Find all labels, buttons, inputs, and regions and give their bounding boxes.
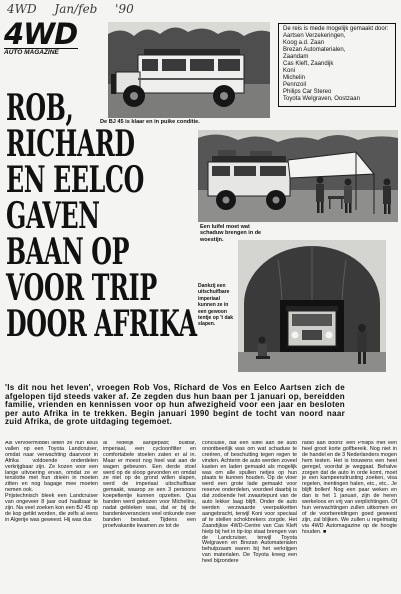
article-paragraph: radio aan boord: een Philips met een heel groot korte golfbereik. Nog niet in de handel en de 3 Nederlanders mogen hem testen. Het is trouwens een heel geregel, voordat je weggaat. Behalve zorgen dat de auto in orde komt, moet je een kampeeruitrusting zoeken, visa regelen, inentingen halen, etc., etc.. Je blijft bollen! Nog een paar weken en dan is het 1 januari, zijn de heren werkeloos en vrij van verplichtingen. Of hun verwachtingen zullen uitkomen en of de voorbereidingen goed geweest zijn, zal blijken. We zullen u regelmatig via 4WD Automagazine op de hoogte houden. ■ xyxy=(302,441,397,535)
roof-luggage xyxy=(250,151,272,156)
article-column-1 xyxy=(5,441,98,593)
photo-caption: Een luifel moet wat schaduw brengen in de woestijn. xyxy=(200,224,262,243)
sponsor-item: Zaandam xyxy=(283,54,309,60)
sponsor-item: Michelin xyxy=(283,75,306,81)
article-paragraph: Prijstechnisch bleek een Landcruiser van ongeveer 8 jaar oud haalbaar te zijn. Na veel zoeken kon een BJ 45 op de kop getikt worden, die zelfs al eens in Algerije was geweest. Hij was dus xyxy=(5,493,98,523)
photo-caption: De BJ 45 is klaar en in puike conditie. xyxy=(100,119,200,125)
article-column-2 xyxy=(103,441,196,593)
sponsor-box xyxy=(278,23,396,107)
headline xyxy=(6,87,206,345)
car-window xyxy=(190,59,214,71)
grille xyxy=(302,330,322,340)
headline-line: BAAN OP xyxy=(6,231,130,273)
sponsor-item: Toyota Welgraven, Oostzaan xyxy=(283,96,360,102)
landcruiser-front xyxy=(286,306,338,346)
sponsor-item: Pennzoil xyxy=(283,82,307,88)
sponsor-item: Cas Kleft, Zaandijk xyxy=(283,61,334,67)
sponsor-item: Philips Car Stereo xyxy=(283,89,332,95)
windshield xyxy=(292,314,332,326)
sponsor-item: Koni xyxy=(283,68,296,74)
article-paragraph: al redelijk aangepast; bullbar, imperiaal, een cycloonfilter en comfortabele stoelen zaten er al in. Maar er moest nog heel wat aan de wagen gebeuren. Een derde stoel werd op de sloop gevonden en omdat ze niet op de grond willen slapen, werd de imperiaal uitschuifbaar gemaakt, waarop ze een 3 persoons koepeltentje kunnen opzetten. Qua banden werd gekozen voor Michelins, nadat gebleken was, dat er bij de bandenleveranciers veel onkunde over banden bestaat. Tijdens een proefvakantie kwamen ze tot de xyxy=(103,441,196,529)
car-window xyxy=(142,59,158,71)
car-window xyxy=(162,59,186,71)
headlight xyxy=(326,332,333,339)
wheel xyxy=(216,190,236,210)
car-window xyxy=(234,166,256,176)
headline-line: RICHARD xyxy=(6,123,135,165)
headlight xyxy=(292,332,299,339)
photo-awning-camp xyxy=(198,130,398,222)
wheel xyxy=(213,85,235,107)
headline-line: ROB, xyxy=(6,87,74,129)
logo-subtitle: AUTO MAGAZINE xyxy=(4,48,78,57)
sponsor-item: Brezan Automaterialen, xyxy=(283,47,346,53)
sponsor-item: Aartsen Verzekeringen, xyxy=(283,33,346,39)
roof-luggage xyxy=(218,150,236,156)
car-window xyxy=(218,59,240,71)
headline-line: VOOR TRIP xyxy=(6,267,157,309)
car-window xyxy=(260,166,286,176)
roof-rack xyxy=(286,306,338,311)
body-stripe xyxy=(138,78,244,80)
article-paragraph: Als vervoermiddel lieten ze hun keus vallen op een Toyota Landcruiser, omdat naar verwachting daarvoor in Afrika voldoende onderdelen verkrijgbaar zijn. Ze kozen voor een lange uitvoering ervan, omdat ze er tenslotte met hun drieën in moeten zitten en nog bagage mee moeten nemen ook. xyxy=(5,441,98,494)
article-column-3 xyxy=(202,441,297,593)
magazine-logo xyxy=(4,17,94,57)
sponsor-item: Koog a.d. Zaan xyxy=(283,40,325,46)
headline-line: EN EELCO xyxy=(6,159,145,201)
article-intro: 'Is dit nou het leven', vroegen Rob Vos, Richard de Vos en Eelco Aartsen zich de afgelopen tijd steeds vaker af. Ze zegden dus hun baan per 1 januari op, bereidden familie, vrienden en kennissen voor op hun afwezigheid voor een jaar en besloten per auto Afrika in te trekken. Begin januari 1990 begint de tocht van noord naar zuid Afrika, de grote uitdaging tegemoet. xyxy=(5,383,345,426)
headline-line: GAVEN xyxy=(6,195,100,237)
handwritten-note: 4WD Jan/feb '90 xyxy=(7,2,134,16)
car-window xyxy=(212,166,230,176)
wheel xyxy=(266,190,286,210)
photo-caption: Dankzij een uitschuifbare imperiaal kunnen ze in een gewoon tentje op 't dak slapen. xyxy=(198,283,234,328)
photo-dome-garage xyxy=(238,240,386,372)
article-paragraph: conclusie, dat een luifel aan de auto onontbeerlijk was om wat schaduw te creëren, of beschutting tegen regen te vinden. Achterin de auto werden zoveel kasten en laden gemaakt als mogelijk was om alle spullen netjes op hun plaats te kunnen houden. Op de vloer werd een grote lade gemaakt voor reserve onderdelen, voordeel daarbij is dat zodoende het zwaartepunt van de auto lekker laag blijft. Onder de auto werden verzwaarde veerpakketten aangebracht, terwijl Koni voor speciaal af te stellen schokbrekers zorgde. Het Zaandijkse 4WD-Centre van Cas Kleft hielp bij het in tip-top staat brengen van de Landcruiser, terwijl Toyota Welgraven en Brezan Automaterialen behulpzaam waren bij het verkrijgen van materialen. De Toyota kreeg een heel bijzondere xyxy=(202,441,297,565)
roof-rack xyxy=(144,49,240,55)
headline-line: DOOR AFRIKA xyxy=(6,303,197,345)
article-column-4 xyxy=(302,441,397,593)
logo-title: 4WD xyxy=(4,17,78,51)
sponsor-heading: De reis is mede mogelijk gemaakt door: xyxy=(283,26,389,32)
roof-rack xyxy=(212,156,286,162)
